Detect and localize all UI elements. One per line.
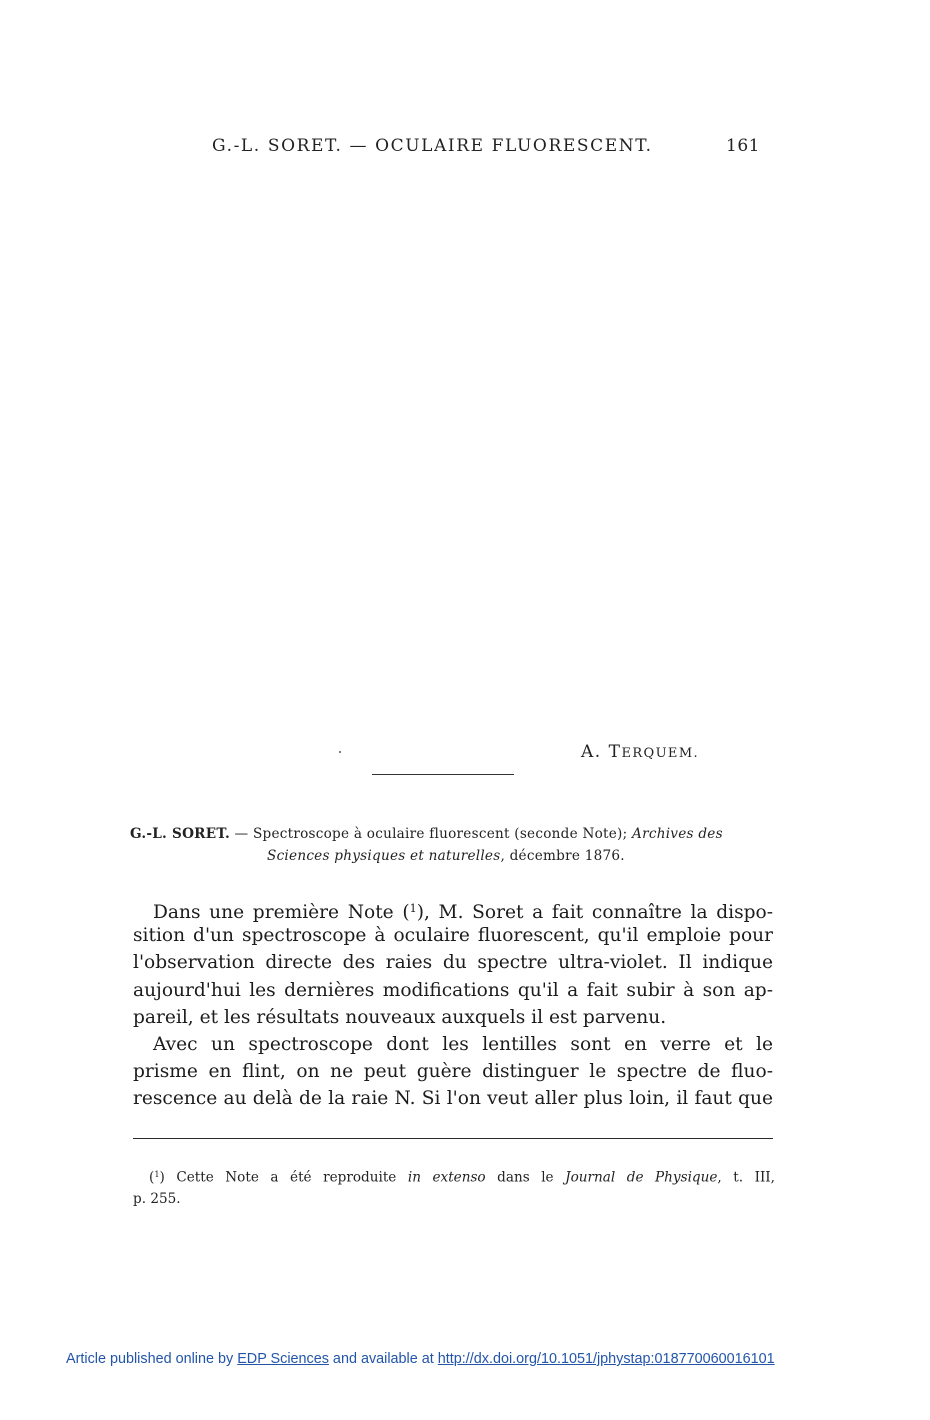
reference-dash: — [229, 826, 253, 842]
footnote-ref[interactable]: 1 [409, 902, 417, 915]
footnote-journal: Journal de Physique [565, 1169, 718, 1186]
footnote-marker-open: ( [149, 1169, 155, 1186]
body-line: pareil, et les résultats nouveaux auxquels il est parvenu. [133, 1006, 667, 1028]
body-line: Avec un spectroscope dont les lentilles sont en verre et le [153, 1033, 773, 1055]
signature-small-caps: ERQUEM. [621, 746, 700, 761]
body-line: aujourd'hui les dernières modifications qu'il a fait subir à son ap- [133, 979, 773, 1001]
footnote-line-2: p. 255. [133, 1191, 181, 1208]
body-text [133, 895, 773, 1113]
body-line-text: ), M. Soret a fait connaître la dispo- [416, 902, 773, 924]
publisher-footer [66, 1351, 775, 1367]
reference-line-2 [130, 845, 772, 867]
signature-initial: A. T [581, 742, 622, 762]
running-head-title: G.-L. SORET. — OCULAIRE FLUORESCENT. [212, 136, 653, 156]
section-separator-rule [372, 774, 514, 775]
reference-journal-part2: Sciences physiques et naturelles [267, 848, 501, 864]
reference-line-1 [130, 823, 772, 845]
reference-journal-part1: Archives des [632, 826, 723, 842]
footnote-marker: 1 [154, 1169, 160, 1179]
footnote-italic: in extenso [407, 1169, 486, 1186]
author-signature [581, 742, 699, 762]
footnote-text: , t. III, [717, 1169, 775, 1186]
doi-link[interactable]: http://dx.doi.org/10.1051/jphystap:018770060016101 [437, 1351, 775, 1367]
body-line: rescence au delà de la raie N. Si l'on veut aller plus loin, il faut que [133, 1088, 773, 1110]
reference-date: , décembre 1876. [500, 848, 625, 864]
footnote-text: dans le [485, 1169, 566, 1186]
footnote-rule [133, 1138, 773, 1139]
reference-title: Spectroscope à oculaire fluorescent (seconde Note); [252, 826, 633, 842]
footnote-line-1 [133, 1163, 775, 1188]
footnote-marker-close: ) [159, 1169, 165, 1186]
footer-prefix: Article published online by [66, 1351, 238, 1367]
reference-author: G.-L. SORET. [130, 826, 230, 842]
footnote [133, 1163, 775, 1210]
body-line-text: Dans une première Note ( [153, 902, 410, 924]
body-line: prisme en flint, on ne peut guère distinguer le spectre de fluo- [133, 1061, 773, 1083]
article-reference [130, 823, 772, 867]
publisher-link[interactable]: EDP Sciences [237, 1351, 329, 1367]
body-line: sition d'un spectroscope à oculaire fluorescent, qu'il emploie pour [133, 925, 773, 947]
body-line: l'observation directe des raies du spectre ultra-violet. Il indique [133, 952, 773, 974]
footer-middle: and available at [328, 1351, 438, 1367]
body-line [133, 895, 773, 922]
page-number: 161 [726, 136, 760, 156]
footnote-text: Cette Note a été reproduite [164, 1169, 408, 1186]
stray-dot [339, 751, 341, 753]
